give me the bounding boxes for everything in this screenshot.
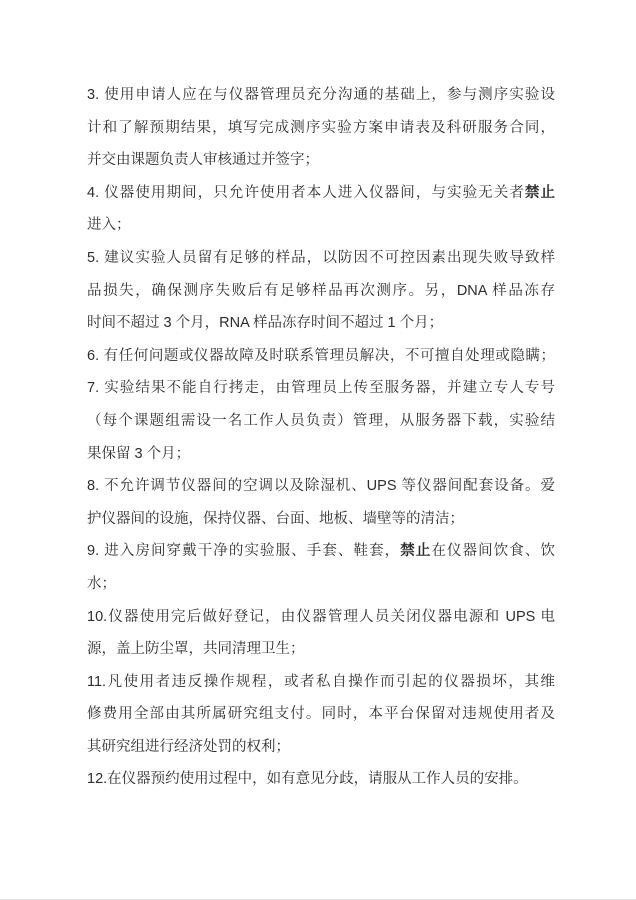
rule-text: 3. 使用申请人应在与仪器管理员充分沟通的基础上，参与测序实验设 <box>87 87 555 103</box>
rule-text: 源，盖上防尘罩，共同清理卫生； <box>87 641 305 658</box>
rule-paragraph-6 <box>87 340 555 373</box>
rule-line <box>87 731 555 764</box>
rule-text: 时间不超过 3 个月，RNA 样品冻存时间不超过 1 个月； <box>87 315 444 332</box>
rule-line <box>87 405 555 438</box>
rule-text: 9. 进入房间穿戴干净的实验服、手套、鞋套， <box>87 543 401 560</box>
rule-line <box>87 601 555 634</box>
rule-line <box>87 633 555 666</box>
rule-paragraph-8 <box>87 470 555 535</box>
rule-text: 5. 建议实验人员留有足够的样品，以防因不可控因素出现失败导致样 <box>87 249 555 266</box>
rule-paragraph-5 <box>87 242 555 340</box>
rule-line <box>87 275 555 308</box>
rule-line <box>87 535 555 568</box>
rule-text: 在仪器间饮食、饮 <box>431 543 556 560</box>
rule-paragraph-3 <box>87 79 555 177</box>
rule-text: 并交由课题负责人审核通过并签字； <box>87 152 319 169</box>
rule-paragraph-7 <box>87 372 555 470</box>
rule-paragraph-12 <box>87 763 555 796</box>
rule-line <box>87 372 555 405</box>
rule-line <box>87 112 555 145</box>
emphasis-text: 禁止 <box>400 543 432 560</box>
rule-text: 7. 实验结果不能自行拷走，由管理员上传至服务器，并建立专人专号 <box>87 380 555 397</box>
rule-text: 修费用全部由其所属研究组支付。同时，本平台保留对违规使用者及 <box>87 706 555 723</box>
rule-paragraph-9 <box>87 535 555 600</box>
rule-line <box>87 177 555 210</box>
rule-text: 6. 有任何问题或仪器故障及时联系管理员解决，不可擅自处理或隐瞒； <box>87 347 555 364</box>
rule-line <box>87 568 555 601</box>
rules-list <box>87 79 555 796</box>
rule-text: 进入； <box>87 217 131 234</box>
rule-line <box>87 438 555 471</box>
rule-text: 其研究组进行经济处罚的权利； <box>87 738 290 755</box>
rule-paragraph-4 <box>87 177 555 242</box>
rule-paragraph-11 <box>87 666 555 764</box>
rule-text: 品损失，确保测序失败后有足够样品再次测序。另，DNA 样品冻存 <box>87 282 555 299</box>
rule-paragraph-10 <box>87 601 555 666</box>
rule-text: 护仪器间的设施，保持仪器、台面、地板、墙壁等的清洁； <box>87 510 464 527</box>
rule-text: 10.仪器使用完后做好登记，由仪器管理人员关闭仪器电源和 UPS 电 <box>87 608 555 625</box>
rule-line <box>87 763 555 796</box>
rule-line <box>87 340 555 373</box>
rule-line <box>87 470 555 503</box>
rule-text: 12.在仪器预约使用过程中，如有意见分歧，请服从工作人员的安排。 <box>87 771 528 788</box>
rule-line <box>87 79 555 112</box>
rule-text: 11.凡使用者违反操作规程，或者私自操作而引起的仪器损坏，其维 <box>87 673 555 690</box>
rule-text: 水； <box>87 575 116 592</box>
rule-line <box>87 666 555 699</box>
rule-line <box>87 209 555 242</box>
rule-line <box>87 307 555 340</box>
rule-text: 8. 不允许调节仪器间的空调以及除湿机、UPS 等仪器间配套设备。爱 <box>87 478 555 495</box>
rule-text: 计和了解预期结果，填写完成测序实验方案申请表及科研服务合同， <box>87 119 555 136</box>
rule-text: 4. 仪器使用期间，只允许使用者本人进入仪器间，与实验无关者 <box>87 184 525 201</box>
rule-line <box>87 144 555 177</box>
rule-line <box>87 242 555 275</box>
rule-text: （每个课题组需设一名工作人员负责）管理，从服务器下载，实验结 <box>87 412 555 429</box>
rule-line <box>87 503 555 536</box>
rule-text: 果保留 3 个月； <box>87 445 191 462</box>
rule-line <box>87 698 555 731</box>
emphasis-text: 禁止 <box>524 184 556 201</box>
